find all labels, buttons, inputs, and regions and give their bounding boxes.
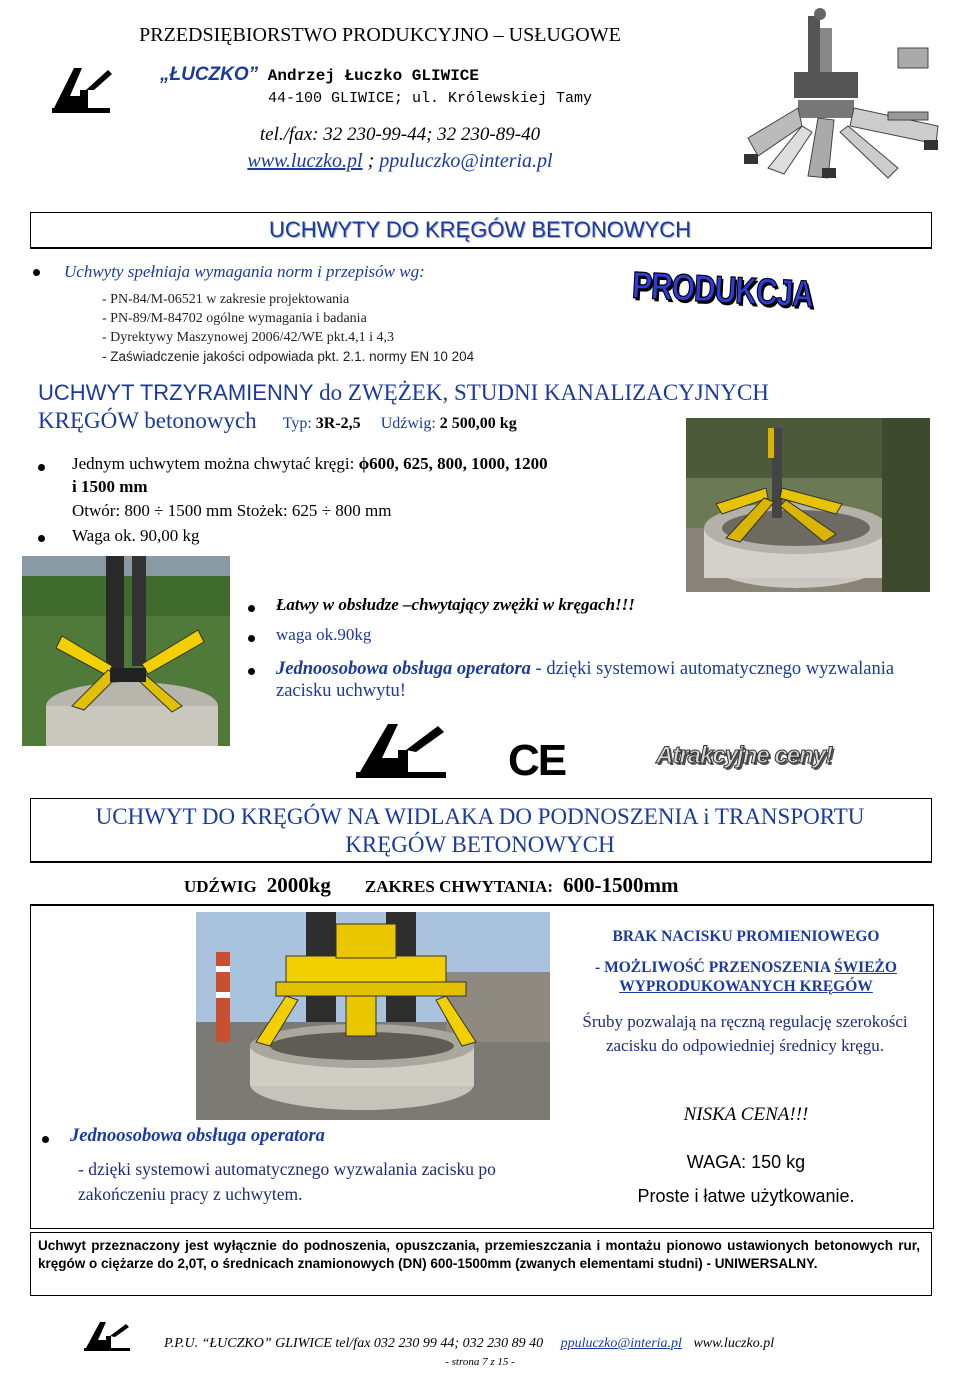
section2-title-line1: UCHWYT DO KRĘGÓW NA WIDLAKA DO PODNOSZENIA i TRANSPORTU [95,804,865,829]
section1-heading-main: UCHWYT TRZYRAMIENNY [38,380,314,405]
website-link[interactable]: www.luczko.pl [247,150,363,172]
feature-operator-text: - dzięki systemowi automatycznego wyzwalania zacisku uchwytu! [276,659,895,701]
footer-email[interactable]: ppuluczko@interia.pl [560,1336,682,1351]
fresh-transport [560,958,932,996]
product-photo-2 [686,418,930,592]
capacity-value: 2 500,00 kg [439,415,517,432]
product-photo-3 [196,912,550,1120]
product-photo-1 [22,556,230,746]
brand-line [160,64,720,86]
ce-mark-icon: CE [508,736,566,785]
contact-separator: ; [362,150,380,172]
capacity-label: Udźwig: [380,415,440,432]
bullet-6 [42,1136,49,1143]
bullet1-diameters: ϕ600, 625, 800, 1000, 1200 [358,454,548,473]
owner-name: Andrzej Łuczko GLIWICE [258,67,479,85]
norm-item-2: - PN-89/M-84702 ogólne wymagania i badania [102,311,367,326]
weight-info: Waga ok. 90,00 kg [72,526,200,545]
email-link[interactable]: ppuluczko@interia.pl [379,150,553,172]
address: 44-100 GLIWICE; ul. Królewskiej Tamy [267,90,593,107]
page-number: - strona 7 z 15 - [445,1356,515,1368]
bullet-3 [248,605,255,612]
no-radial-pressure: BRAK NACISKU PROMIENIOWEGO [612,928,880,945]
section1-heading [38,380,769,406]
page-title: UCHWYTY DO KRĘGÓW BETONOWYCH [268,217,692,242]
feature-operator-title: Jednoosobowa obsługa operatora [276,659,531,679]
company-logo-icon [46,60,116,116]
company-logo-large [354,718,450,780]
bullet1-text: Jednym uchwytem można chwytać kręgi: [72,454,359,473]
brand-name: „ŁUCZKO” [160,64,259,85]
section2-specs [184,873,679,898]
feature-operator [276,658,916,702]
operator-text: - dzięki systemowi automatycznego wyzwalania zacisku po zakończeniu pracy z uchwytem. [78,1159,496,1204]
opening-info: Otwór: 800 ÷ 1500 mm Stożek: 625 ÷ 800 mm [72,501,392,520]
norm-item-1: - PN-84/M-06521 w zakresie projektowania [102,292,350,307]
easy-use: Proste i łatwe użytkowanie. [637,1186,855,1206]
company-logo [46,60,116,116]
feature-easy: Łatwy w obsłudze –chwytający zwężki w kręgach!!! [276,595,635,614]
promo-badge: Atrakcyjne ceny! [656,742,833,769]
norms-bullet [33,269,40,276]
bullet1-line [72,454,548,474]
screw-adjustment: Śruby pozwalają na ręczną regulację szerokości zacisku do odpowiedniej średnicy kręgu. [582,1012,908,1055]
norm-item-4: - Zaświadczenie jakości odpowiada pkt. 2.1. normy EN 10 204 [102,349,475,364]
section2-capacity-label: UDŹWIG [184,877,257,896]
bullet1-line2: i 1500 mm [72,477,148,496]
footer-line [164,1336,944,1352]
company-logo-icon [82,1318,132,1354]
section2-range-value: 600-1500mm [563,873,679,897]
bullet-5 [248,668,255,675]
footer-logo [82,1318,132,1354]
feature-weight: waga ok.90kg [276,625,372,644]
section1-heading-rest: do ZWĘŻEK, STUDNI KANALIZACYJNYCH [313,380,769,405]
section2-capacity-value: 2000kg [266,873,331,897]
fresh-transport-prefix: - MOŻLIWOŚĆ PRZENOSZENIA [595,959,835,976]
bullet-2 [38,535,45,542]
type-label: Typ: [282,415,316,432]
header-product-image [738,8,950,188]
fresh-transport-link1: ŚWIEŻO [834,959,897,976]
footer-company: P.P.U. “ŁUCZKO” GLIWICE tel/fax 032 230 99 44; 032 230 89 40 [164,1336,544,1351]
fresh-transport-link2: WYPRODUKOWANYCH KRĘGÓW [619,978,873,995]
bullet-1 [38,464,45,471]
section1-subheading: KRĘGÓW betonowych [38,408,257,433]
footer-web[interactable]: www.luczko.pl [693,1336,775,1351]
weight-150: WAGA: 150 kg [686,1152,806,1172]
norms-intro: Uchwyty spełniaja wymagania norm i przepisów wg: [64,262,425,281]
company-line: PRZEDSIĘBIORSTWO PRODUKCYJNO – USŁUGOWE [139,24,621,46]
produkcja-badge: PRODUKCJA [631,265,815,316]
operator-title: Jednoosobowa obsługa operatora [70,1126,325,1146]
contact-line [150,150,650,173]
norm-item-3: - Dyrektywy Maszynowej 2006/42/WE pkt.4,1 i 4,3 [102,330,395,345]
low-price: NISKA CENA!!! [683,1104,809,1125]
company-logo-icon [354,718,450,780]
section2-title-line2: KRĘGÓW BETONOWYCH [345,832,615,857]
usage-note: Uchwyt przeznaczony jest wyłącznie do podnoszenia, opuszczania, przemieszczania i montażu pionowo ustawionych betonowych rur, kręgów o ciężarze do 2,0T, o średnicach znamionowych (DN) 600-1500mm (zwanych elementami studni) - UNIWERSALNY. [38,1238,920,1271]
type-value: 3R-2,5 [315,415,361,432]
bullet-4 [248,635,255,642]
section1-heading-line2 [38,408,517,434]
section2-range-label: ZAKRES CHWYTANIA: [364,877,554,896]
phone: tel./fax: 32 230-99-44; 32 230-89-40 [259,124,541,145]
